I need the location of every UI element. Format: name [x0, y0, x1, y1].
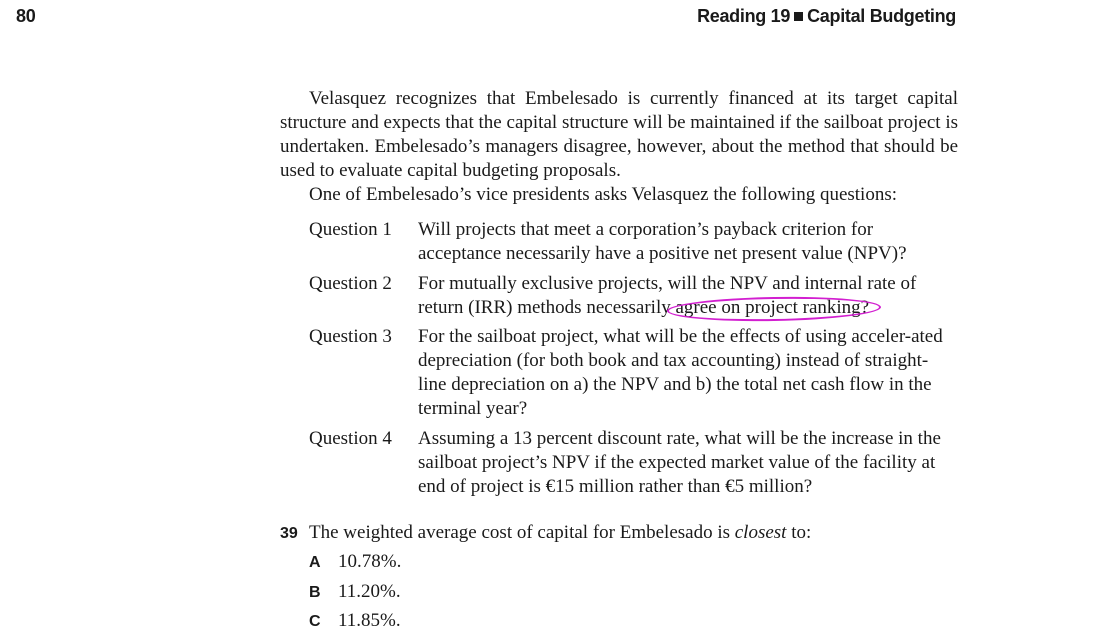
- stem-text-end: to:: [786, 522, 812, 543]
- intro-paragraph: Velasquez recognizes that Embelesado is currently financed at its target capital structure and expects that the capital structure will be maintained if the sailboat project is undertaken. Embelesado’s managers disagree, however, about the method that should be used to evaluate capital budgeting proposals.: [280, 88, 958, 181]
- option-value: 11.85%.: [338, 610, 401, 631]
- option-letter: C: [309, 613, 321, 630]
- question-text: Assuming a 13 percent discount rate, what will be the increase in the sailboat project’s NPV if the expected market value of the facility at end of project is €15 million rather than €5 million?: [418, 428, 941, 497]
- answer-option-c[interactable]: [309, 609, 401, 634]
- question-label: Question 1: [309, 219, 392, 240]
- question-text-main: For mutually exclusive projects, will the NPV and internal rate of return (IRR) methods necessarily: [418, 273, 917, 318]
- reading-label: Reading 19: [697, 6, 791, 26]
- stem-text: The weighted average cost of capital for Embelesado is: [309, 522, 735, 543]
- question-text: Will projects that meet a corporation’s payback criterion for acceptance necessarily have a positive net present value (NPV)?: [418, 219, 907, 264]
- option-letter: B: [309, 584, 321, 601]
- option-letter: A: [309, 554, 321, 571]
- question-label: Question 3: [309, 326, 392, 347]
- chapter-title: Capital Budgeting: [807, 6, 956, 26]
- answer-option-b[interactable]: [309, 580, 401, 605]
- question-label: Question 4: [309, 428, 392, 449]
- page-number: 80: [16, 6, 36, 26]
- question-intro: One of Embelesado’s vice presidents asks Velasquez the following questions:: [309, 184, 897, 205]
- circled-annotation: agree on project ranking?: [675, 297, 870, 318]
- running-header: [697, 6, 956, 27]
- question-label: Question 2: [309, 273, 392, 294]
- square-separator-icon: [794, 12, 803, 21]
- stem-emphasis: closest: [734, 522, 787, 543]
- problem-stem: [280, 521, 811, 546]
- question-text: [418, 272, 948, 320]
- problem-number: 39: [280, 525, 298, 542]
- option-value: 10.78%.: [338, 551, 402, 572]
- answer-option-a[interactable]: [309, 550, 401, 575]
- option-value: 11.20%.: [338, 581, 401, 602]
- question-text: For the sailboat project, what will be the effects of using acceler-ated depreciation (for both book and tax accounting) instead of straight-line depreciation on a) the NPV and b) the total net cash flow in the terminal year?: [418, 326, 943, 419]
